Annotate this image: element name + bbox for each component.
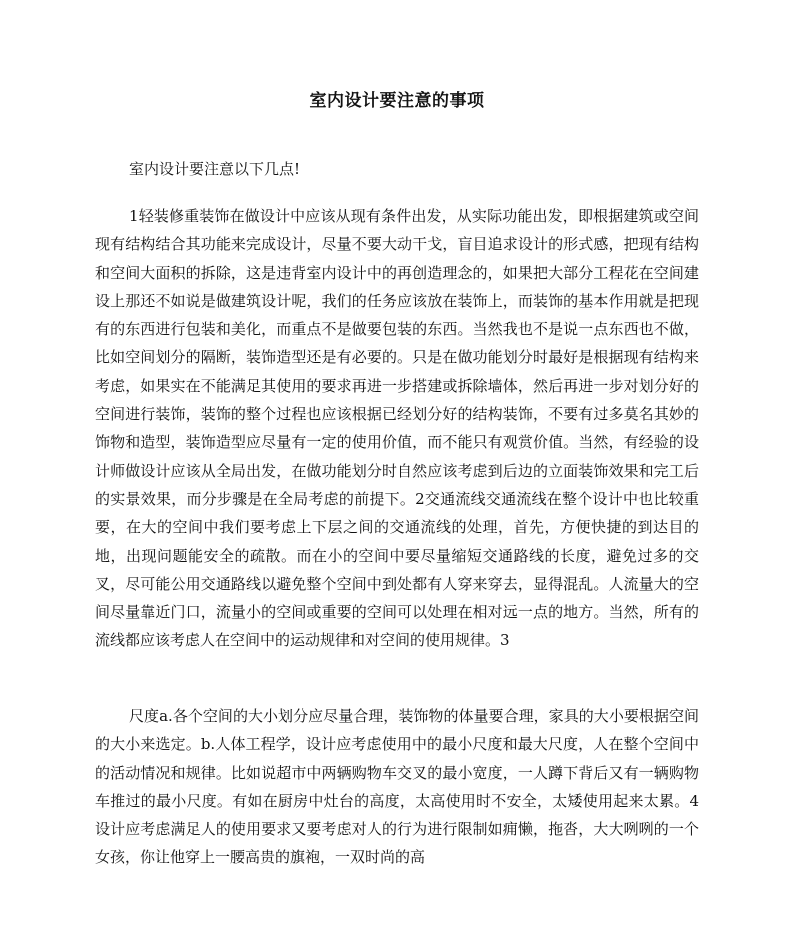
document-title: 室内设计要注意的事项 [309,91,485,111]
body-paragraph-1: 1轻装修重装饰在做设计中应该从现有条件出发，从实际功能出发，即根据建筑或空间现有结构结合其功能来完成设计，尽量不要大动干戈，盲目追求设计的形式感，把现有结构和空间大面积的拆除，这是违背室内设计中的再创造理念的，如果把大部分工程花在空间建设上那还不如说是做建筑设计呢，我们的任务应该放在装饰上，而装饰的基本作用就是把现有的东西进行包装和美化，而重点不是做要包装的东西。当然我也不是说一点东西也不做，比如空间划分的隔断，装饰造型还是有必要的。只是在做功能划分时最好是根据现有结构来考虑，如果实在不能满足其使用的要求再进一步搭建或拆除墙体，然后再进一步对划分好的空间进行装饰，装饰的整个过程也应该根据已经划分好的结构装饰，不要有过多莫名其妙的饰物和造型，装饰造型应尽量有一定的使用价值，而不能只有观赏价值。当然，有经验的设计师做设计应该从全局出发，在做功能划分时自然应该考虑到后边的立面装饰效果和完工后的实景效果，而分步骤是在全局考虑的前提下。2交通流线交通流线在整个设计中也比较重要，在大的空间中我们要考虑上下层之间的交通流线的处理，首先，方便快捷的到达目的地，出现问题能安全的疏散。而在小的空间中要尽量缩短交通路线的长度，避免过多的交叉，尽可能公用交通路线以避免整个空间中到处都有人穿来穿去，显得混乱。人流量大的空间尽量靠近门口，流量小的空间或重要的空间可以处理在相对远一点的地方。当然，所有的流线都应该考虑人在空间中的运动规律和对空间的使用规律。3 [95,207,699,650]
body-paragraph-2: 尺度a.各个空间的大小划分应尽量合理，装饰物的体量要合理，家具的大小要根据空间的大小来选定。b.人体工程学，设计应考虑使用中的最小尺度和最大尺度，人在整个空间中的活动情况和规律。比如说超市中两辆购物车交叉的最小宽度，一人蹲下背后又有一辆购物车推过的最小尺度。有如在厨房中灶台的高度，太高使用时不安全，太矮使用起来太累。4设计应考虑满足人的使用要求又要考虑对人的行为进行限制如痈懒，拖沓，大大咧咧的一个女孩，你让他穿上一腰高贵的旗袍，一双时尚的高 [95,707,699,867]
intro-paragraph: 室内设计要注意以下几点! [129,160,301,178]
